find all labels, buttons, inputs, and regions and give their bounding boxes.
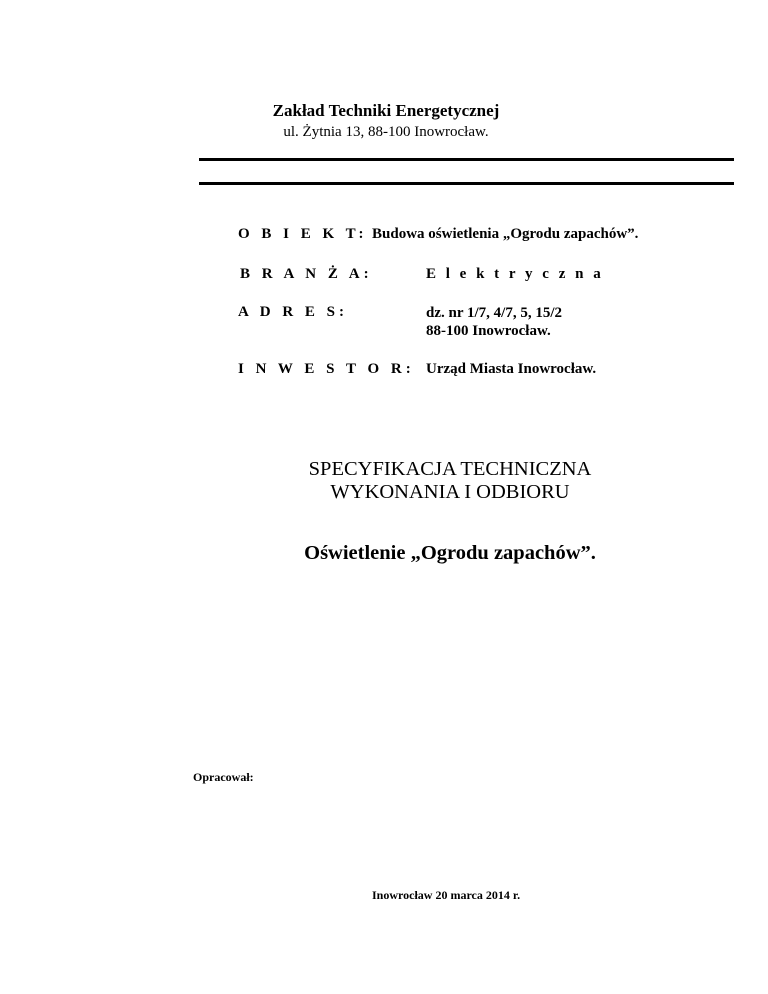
horizontal-rule-top xyxy=(199,158,734,161)
spec-title-line2: WYKONANIA I ODBIORU xyxy=(330,481,570,503)
company-address: ul. Żytnia 13, 88-100 Inowrocław. xyxy=(283,124,489,140)
inwestor-label: I N W E S T O R: xyxy=(238,361,415,377)
adres-value-line2: 88-100 Inowrocław. xyxy=(426,323,551,339)
company-name: Zakład Techniki Energetycznej xyxy=(272,101,500,120)
obiekt-value: Budowa oświetlenia „Ogrodu zapachów”. xyxy=(372,226,639,242)
branza-value: E l e k t r y c z n a xyxy=(426,266,604,282)
spec-title-line1: SPECYFIKACJA TECHNICZNA xyxy=(308,458,592,480)
adres-value-line1: dz. nr 1/7, 4/7, 5, 15/2 xyxy=(426,305,562,321)
branza-label: B R A N Ż A: xyxy=(240,266,373,282)
horizontal-rule-bottom xyxy=(199,182,734,185)
inwestor-value: Urząd Miasta Inowrocław. xyxy=(426,361,597,377)
adres-label: A D R E S: xyxy=(238,304,349,320)
adres-value xyxy=(426,304,562,340)
obiekt-label: O B I E K T: xyxy=(238,226,368,242)
prepared-by-label: Opracował: xyxy=(193,770,254,784)
spec-subtitle: Oświetlenie „Ogrodu zapachów”. xyxy=(304,542,596,564)
place-date: Inowrocław 20 marca 2014 r. xyxy=(372,888,521,902)
